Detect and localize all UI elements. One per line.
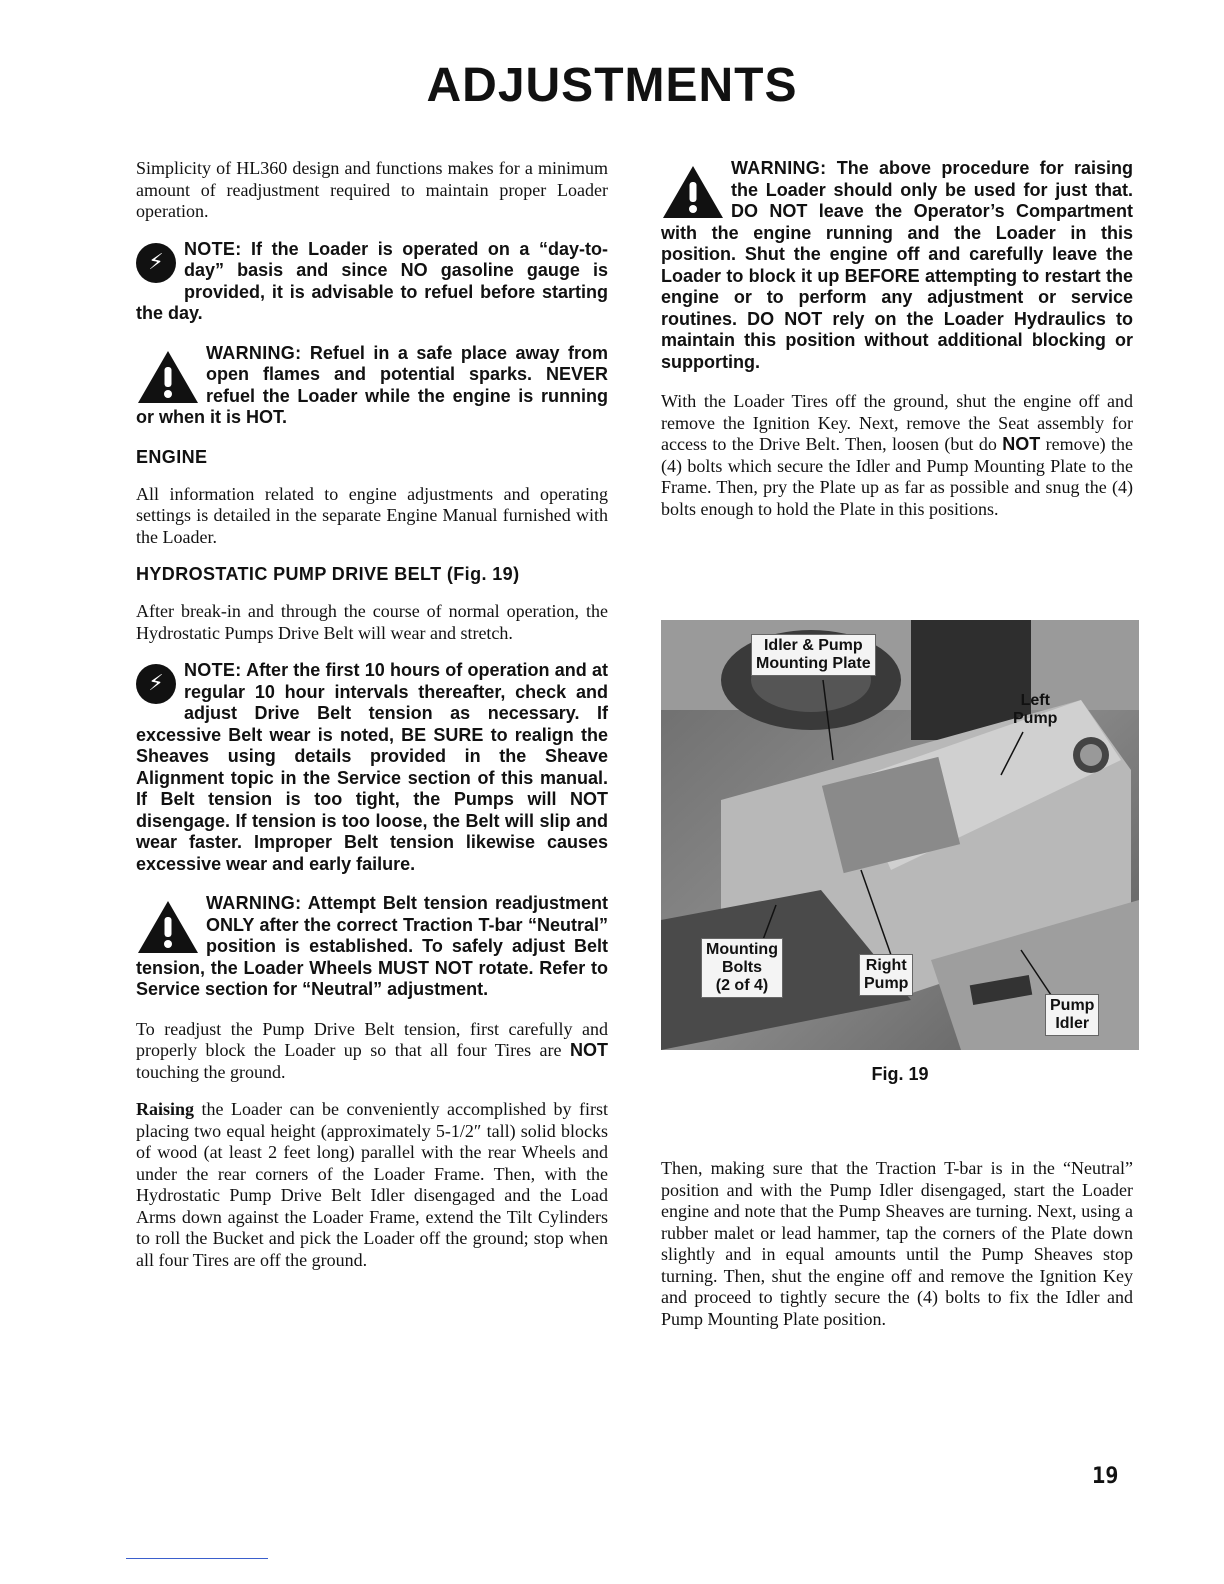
warning-label: WARNING:	[206, 342, 302, 363]
callout-left-pump	[1013, 692, 1057, 728]
figure-19	[661, 620, 1139, 1050]
warning-icon	[661, 164, 725, 220]
readjust-paragraph	[136, 1019, 608, 1084]
raising-paragraph	[136, 1099, 608, 1271]
warning-text: Refuel in a safe place away from open flames and potential sparks. NEVER refuel the Loader while the engine is running or when it is HOT.	[136, 342, 608, 427]
left-column	[136, 158, 608, 1287]
engine-paragraph: All information related to engine adjustments and operating settings is detailed in the separate Engine Manual furnished with the Loader.	[136, 483, 608, 547]
readjust-text-a: To readjust the Pump Drive Belt tension, first carefully and properly block the Loader up so that all four Tires are	[136, 1018, 608, 1060]
warning-label: WARNING:	[731, 158, 827, 178]
warning-text: Attempt Belt tension readjustment ONLY after the correct Traction T-bar “Neutral” position is established. To safely adjust Belt tension, the Loader Wheels MUST NOT rotate. Refer to Service section for “Neutral” adjustment.	[136, 893, 608, 999]
readjust-text-c: touching the ground.	[136, 1061, 286, 1082]
note-icon: ⚡	[136, 243, 176, 283]
note-icon: ⚡	[136, 664, 176, 704]
callout-line: Idler	[1055, 1015, 1090, 1032]
callout-line: Mounting	[706, 941, 778, 958]
callout-line: Left	[1020, 692, 1050, 709]
warning-raising	[661, 158, 1133, 373]
callout-pump-idler	[1045, 994, 1099, 1036]
note-text: After the first 10 hours of operation and at regular 10 hour intervals thereafter, check and adjust Drive Belt tension as necessary. If excessive Belt wear is noted, BE SURE to realign the Sheaves using details provided in the Sheave Alignment topic in the Service section of this manual. If Belt tension is too tight, the Pumps will NOT disengage. If tension is too loose, the Belt will slip and wear faster. Improper Belt tension likewise causes excessive wear and early failure.	[136, 660, 608, 874]
callout-line: Pump	[1013, 710, 1058, 727]
callout-line: Pump	[864, 975, 909, 992]
raising-text-a: Raising	[136, 1099, 195, 1119]
right-column	[661, 158, 1133, 536]
callout-line: (2 of 4)	[715, 977, 769, 994]
intro-paragraph: Simplicity of HL360 design and functions makes for a minimum amount of readjustment required to maintain proper Loader operation.	[136, 158, 608, 221]
warning-refuel	[136, 343, 608, 429]
warning-label: WARNING:	[206, 893, 302, 913]
warning-icon	[136, 899, 200, 955]
final-paragraph: Then, making sure that the Traction T-bar is in the “Neutral” position and with the Pump Idler disengaged, start the Loader engine and note that the Pump Sheaves are turning. Next, using a rubber malet or lead hammer, tap the corners of the Plate down slightly and in equal amounts until the Pump Sheaves stop turning. Then, shut the engine off and remove the Ignition Key and proceed to tightly secure the (4) bolts to fix the Idler and Pump Mounting Plate position.	[661, 1158, 1133, 1329]
figure-caption: Fig. 19	[871, 1064, 929, 1084]
warning-icon	[136, 349, 200, 405]
footer-divider	[126, 1558, 268, 1559]
callout-right-pump	[859, 954, 913, 996]
note-text: If the Loader is operated on a “day-to-day” basis and since NO gasoline gauge is provided, it is advisable to refuel before starting the day.	[136, 238, 608, 323]
right-column-lower	[661, 1158, 1133, 1346]
warning-text: The above procedure for raising the Loader should only be used for just that. DO NOT leave the Operator’s Compartment with the engine running and the Loader in this position. Shut the engine off and carefully leave the Loader to block it up BEFORE attempting to restart the engine or to perform any adjustment or service routines. DO NOT rely on the Loader Hydraulics to maintain this position without additional blocking or supporting.	[661, 158, 1133, 372]
callout-line: Bolts	[721, 959, 762, 976]
warning-belt	[136, 893, 608, 1001]
engine-heading: ENGINE	[136, 446, 208, 467]
callout-line: Pump	[1050, 997, 1095, 1014]
callout-line: Mounting Plate	[756, 655, 871, 672]
belt-paragraph: After break-in and through the course of normal operation, the Hydrostatic Pumps Drive Belt will wear and stretch.	[136, 601, 608, 643]
note-refuel	[136, 239, 608, 325]
raising-text-b: the Loader can be conveniently accomplished by first placing two equal height (approximately 5-1/2″ tall) solid blocks of wood (at least 2 feet long) parallel with the rear Wheels and under the rear corners of the Loader Frame. Then, with the Hydrostatic Pump Drive Belt Idler disengaged and the Load Arms down against the Loader Frame, extend the Tilt Cylinders to roll the Bucket and pick the Loader off the ground; stop when all four Tires are off the ground.	[136, 1099, 608, 1270]
tires-text-c: remove) the (4) bolts which secure the Idler and Pump Mounting Plate to the Frame. Then, pry the Plate up as far as possible and snug the (4) bolts enough to hold the Plate in this positions.	[661, 434, 1133, 519]
belt-heading: HYDROSTATIC PUMP DRIVE BELT (Fig. 19)	[136, 564, 520, 584]
callout-idler-pump-plate	[751, 634, 876, 676]
callout-line: Right	[865, 957, 907, 974]
note-belt	[136, 660, 608, 875]
page-number: 19	[1092, 1464, 1119, 1489]
note-label: NOTE:	[184, 660, 242, 680]
callout-mounting-bolts	[701, 938, 783, 998]
tires-text-b: NOT	[1002, 434, 1041, 454]
note-label: NOTE:	[184, 238, 242, 259]
tires-paragraph	[661, 391, 1133, 520]
tires-text-a: With the Loader Tires off the ground, shut the engine off and remove the Ignition Key. Next, remove the Seat assembly for access to the Drive Belt. Then, loosen (but do	[661, 391, 1133, 454]
readjust-text-b: NOT	[570, 1040, 608, 1060]
page-title: ADJUSTMENTS	[426, 59, 798, 112]
callout-line: Idler & Pump	[763, 637, 863, 654]
